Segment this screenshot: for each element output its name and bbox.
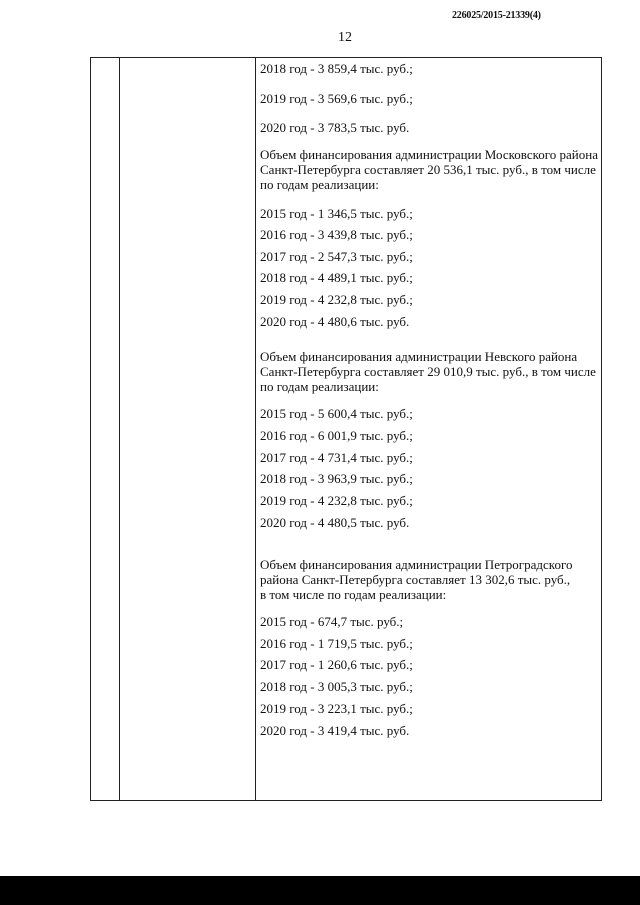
financing-intro-petrogradsky <box>260 557 598 602</box>
year-line: 2019 год - 3 223,1 тыс. руб.; <box>260 701 413 716</box>
intro-line: Объем финансирования администрации Московского района <box>260 147 598 162</box>
page-number: 12 <box>338 30 352 45</box>
year-line: 2017 год - 1 260,6 тыс. руб.; <box>260 657 413 672</box>
year-line: 2016 год - 3 439,8 тыс. руб.; <box>260 227 413 242</box>
year-line: 2015 год - 674,7 тыс. руб.; <box>260 614 404 629</box>
year-line: 2016 год - 6 001,9 тыс. руб.; <box>260 428 413 443</box>
year-line: 2018 год - 3 963,9 тыс. руб.; <box>260 471 413 486</box>
year-line: 2017 год - 4 731,4 тыс. руб.; <box>260 450 413 465</box>
year-line: 2020 год - 3 419,4 тыс. руб. <box>260 723 410 738</box>
intro-line: Санкт-Петербурга составляет 20 536,1 тыс. руб., в том числе <box>260 162 596 177</box>
intro-line: по годам реализации: <box>260 379 379 394</box>
year-line: 2017 год - 2 547,3 тыс. руб.; <box>260 249 413 264</box>
year-line: 2015 год - 1 346,5 тыс. руб.; <box>260 206 413 221</box>
year-line: 2020 год - 4 480,5 тыс. руб. <box>260 515 410 530</box>
year-line: 2019 год - 3 569,6 тыс. руб.; <box>260 91 413 106</box>
intro-line: по годам реализации: <box>260 177 379 192</box>
year-line: 2015 год - 5 600,4 тыс. руб.; <box>260 406 413 421</box>
year-line: 2016 год - 1 719,5 тыс. руб.; <box>260 636 413 651</box>
intro-line: Объем финансирования администрации Петроградского <box>260 557 573 572</box>
year-line: 2020 год - 3 783,5 тыс. руб. <box>260 120 410 135</box>
year-line: 2018 год - 4 489,1 тыс. руб.; <box>260 270 413 285</box>
intro-line: Санкт-Петербурга составляет 29 010,9 тыс. руб., в том числе <box>260 364 596 379</box>
year-line: 2020 год - 4 480,6 тыс. руб. <box>260 314 410 329</box>
column-divider-2 <box>255 58 256 800</box>
column-divider-1 <box>119 58 120 800</box>
year-line: 2019 год - 4 232,8 тыс. руб.; <box>260 292 413 307</box>
year-line: 2018 год - 3 005,3 тыс. руб.; <box>260 679 413 694</box>
intro-line: Объем финансирования администрации Невского района <box>260 349 578 364</box>
financing-intro-moskovsky <box>260 147 598 192</box>
intro-line: в том числе по годам реализации: <box>260 587 447 602</box>
financing-intro-nevsky <box>260 349 598 394</box>
intro-line: района Санкт-Петербурга составляет 13 302,6 тыс. руб., <box>260 572 571 587</box>
year-line: 2019 год - 4 232,8 тыс. руб.; <box>260 493 413 508</box>
scan-bottom-border <box>0 876 640 905</box>
year-line: 2018 год - 3 859,4 тыс. руб.; <box>260 61 413 76</box>
document-id: 226025/2015-21339(4) <box>452 10 541 21</box>
